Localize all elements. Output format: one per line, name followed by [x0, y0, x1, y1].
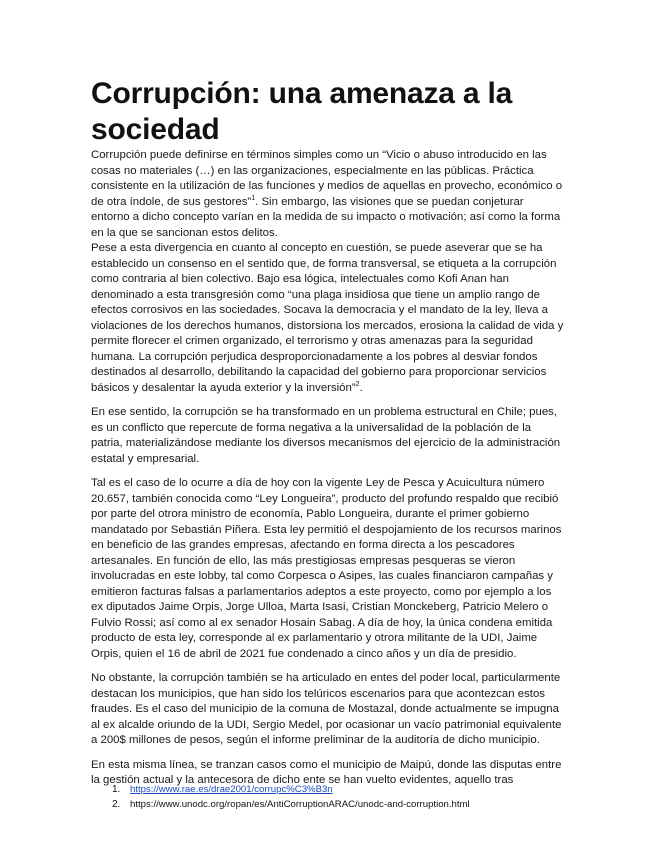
footnote-2 — [112, 797, 582, 812]
paragraph-2-text: Pese a esta divergencia en cuanto al concepto en cuestión, se puede aseverar que se ha establecido un consenso en el sentido que, de forma transversal, se etiqueta a la corrupción como contraria al bien colectivo. Bajo esa lógica, intelectuales como Kofi Anan han denominado a esta transgresión como “una plaga insidiosa que tiene un amplio rango de efectos corrosivos en las sociedades. Socava la democracia y el mandato de la ley, lleva a violaciones de los derechos humanos, distorsiona los mercados, erosiona la calidad de vida y permite florecer el crimen organizado, el terrorismo y otras amenazas para la seguridad humana. La corrupción perjudica desproporcionadamente a los pobres al desviar fondos destinados al desarrollo, debilitando la capacidad del gobierno para proporcionar servicios básicos y desalentar la ayuda exterior y la inversión” — [91, 242, 564, 394]
paragraph-1-tail: . Sin embargo, las visiones que se puedan conjeturar entorno a dicho concepto varían en la medida de su impacto o motivación; así como la forma en la que se sancionan estos delitos. — [91, 195, 561, 239]
page-title: Corrupción: una amenaza a la sociedad — [91, 77, 513, 146]
footnote-1-link[interactable]: https://www.rae.es/drae2001/corrupc%C3%B3n — [130, 784, 333, 795]
paragraph-1 — [91, 148, 565, 241]
footnote-1 — [112, 782, 582, 797]
footnote-2-number: 2. — [112, 799, 121, 810]
footnote-ref-2[interactable]: 2 — [355, 380, 360, 388]
footnote-2-text[interactable]: https://www.unodc.org/ropan/es/AntiCorruptionARAC/unodc-and-corruption.html — [130, 799, 470, 810]
paragraph-5: No obstante, la corrupción también se ha articulado en entes del poder local, particularmente destacan los municipios, que han sido los telúricos escenarios para que acontezcan estos fraudes. Es el caso del municipio de la comuna de Mostazal, donde actualmente se impugna al ex alcalde oriundo de la UDI, Sergio Medel, por ocasionar un vacío patrimonial equivalente a 200$ millones de pesos, según el informe preliminar de la auditoría de dicho municipio. — [91, 672, 562, 746]
footnote-1-number: 1. — [112, 784, 121, 795]
footnote-ref-1[interactable]: 1 — [251, 194, 256, 202]
document-body — [91, 76, 565, 789]
paragraph-6: En esta misma línea, se tranzan casos como el municipio de Maipú, donde las disputas entre la gestión actual y la antecesora de dicho ente se han vuelto evidentes, aquello tras — [91, 758, 562, 786]
paragraph-4: Tal es el caso de lo ocurre a día de hoy con la vigente Ley de Pesca y Acuicultura número 20.657, también conocida como “Ley Longueira”, producto del profundo respaldo que recibió por parte del otrora ministro de economía, Pablo Longueira, durante el primer gobierno mandatado por Sebastián Piñera. Esta ley permitió el despojamiento de los recursos marinos en beneficio de las grandes empresas, afectando en forma directa a los pescadores artesanales. En función de ello, las más prestigiosas empresas pesqueras se vieron involucradas en este lobby, tal como Corpesca o Asipes, las cuales financiaron campañas y emitieron facturas falsas a parlamentarios adeptos a este proyecto, como por ejemplo a los ex diputados Jaime Orpis, Jorge Ulloa, Marta Isasi, Cristian Monckeberg, Patricio Melero o Fulvio Rossi; así como al ex senador Hosain Sabag. A día de hoy, la única condena emitida producto de esta ley, corresponde al ex parlamentario y otrora militante de la UDI, Jaime Orpis, quien el 16 de abril de 2021 fue condenado a cinco años y un día de presidio. — [91, 477, 562, 660]
paragraph-2 — [91, 241, 565, 396]
footnotes-list — [112, 782, 582, 812]
paragraph-1-text: Corrupción puede definirse en términos simples como un “Vicio o abuso introducido en las cosas no materiales (…) en las organizaciones, especialmente en las públicas. Práctica consistente en la utilización de las funciones y medios de aquellas en provecho, económico o de otra índole, de sus gestores” — [91, 149, 563, 208]
paragraph-2-tail: . — [359, 381, 363, 394]
paragraph-3: En ese sentido, la corrupción se ha transformado en un problema estructural en Chile; pues, es un conflicto que repercute de forma negativa a la universalidad de la población de la patria, materializándose mediante los diversos mecanismos del ejercicio de la administración estatal y empresarial. — [91, 406, 561, 465]
